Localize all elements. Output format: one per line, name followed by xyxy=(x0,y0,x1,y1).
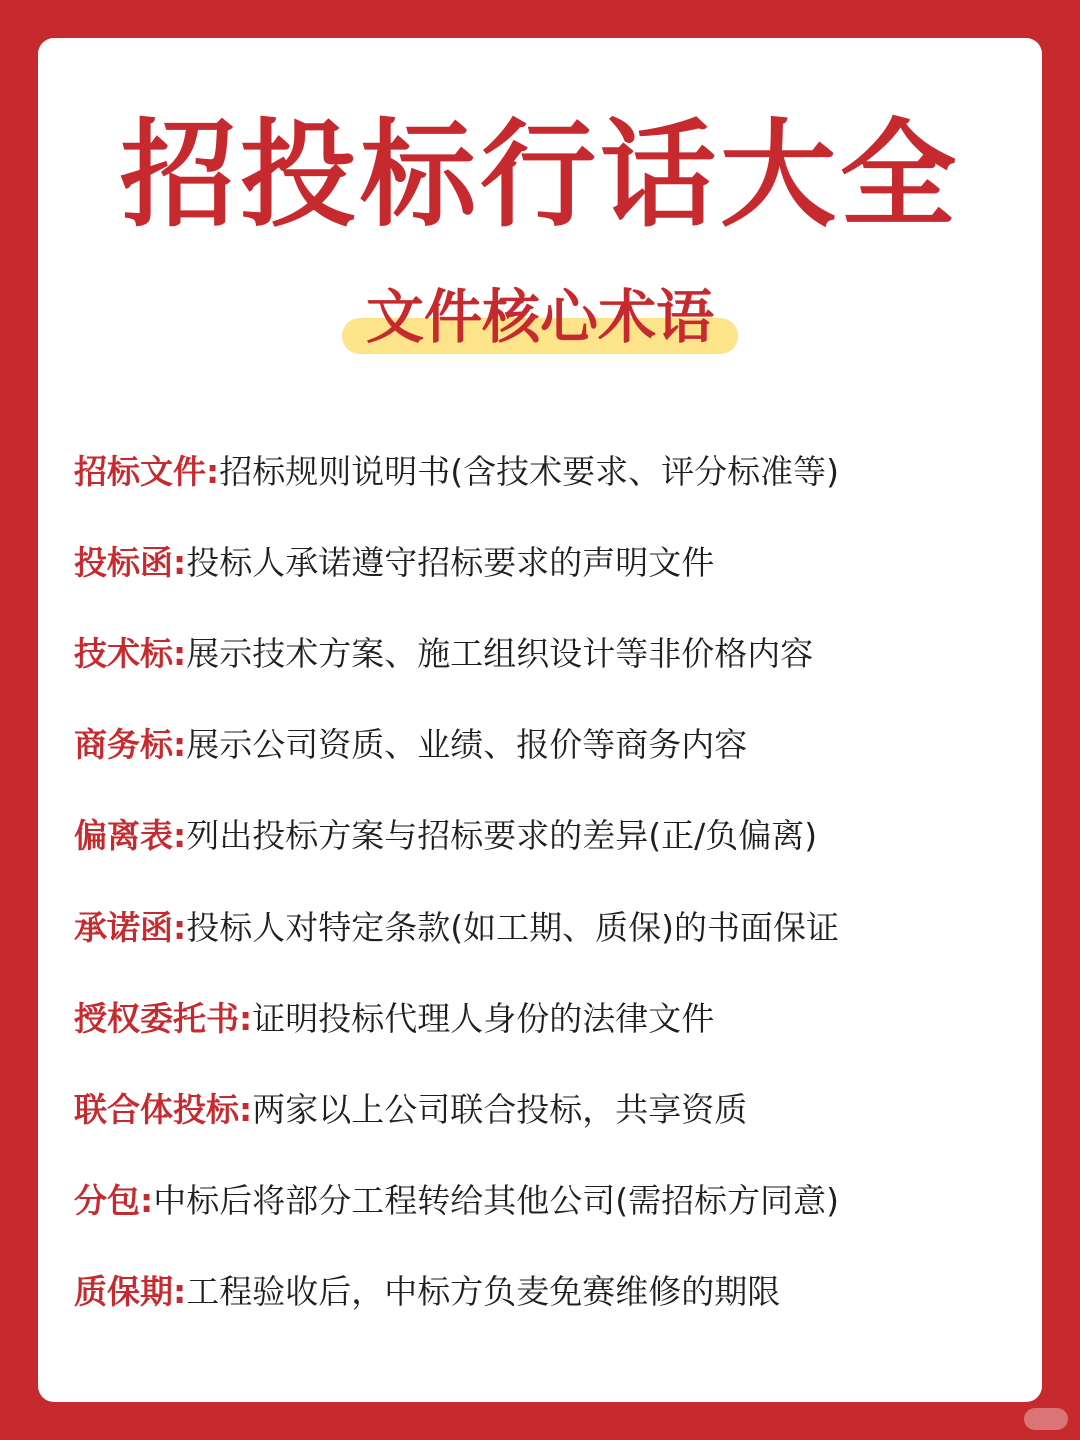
term-label: 联合体投标: xyxy=(74,1089,253,1129)
term-description: 投标人承诺遵守招标要求的声明文件 xyxy=(186,542,715,582)
term-description: 列出投标方案与招标要求的差异(正/负偏离) xyxy=(186,816,818,856)
term-label: 授权委托书: xyxy=(74,998,253,1038)
watermark-badge xyxy=(1024,1408,1068,1430)
term-row xyxy=(74,791,1034,882)
term-row xyxy=(74,426,1034,517)
term-row xyxy=(74,1064,1034,1155)
terms-list xyxy=(74,426,1034,1338)
term-label: 质保期: xyxy=(74,1272,187,1312)
term-row xyxy=(74,517,1034,608)
term-row xyxy=(74,973,1034,1064)
term-row xyxy=(74,882,1034,973)
term-description: 投标人对特定条款(如工期、质保)的书面保证 xyxy=(186,907,839,947)
subtitle-text: 文件核心术语 xyxy=(365,283,714,351)
term-label: 招标文件: xyxy=(74,451,220,491)
term-description: 工程验收后，中标方负麦免赛维修的期限 xyxy=(186,1272,781,1312)
term-label: 投标函: xyxy=(74,542,187,582)
term-row xyxy=(74,608,1034,699)
term-label: 承诺函: xyxy=(74,907,187,947)
section-subtitle xyxy=(342,282,738,352)
term-row xyxy=(74,1247,1034,1338)
subtitle-container xyxy=(38,282,1042,352)
term-description: 两家以上公司联合投标，共享资质 xyxy=(252,1089,748,1129)
term-description: 展示公司资质、业绩、报价等商务内容 xyxy=(186,725,748,765)
term-description: 招标规则说明书(含技术要求、评分标准等) xyxy=(219,451,839,491)
term-description: 证明投标代理人身份的法律文件 xyxy=(252,998,715,1038)
term-label: 技术标: xyxy=(74,633,187,673)
term-label: 商务标: xyxy=(74,725,187,765)
content-card xyxy=(38,38,1042,1402)
term-row xyxy=(74,1156,1034,1247)
term-label: 偏离表: xyxy=(74,816,187,856)
page-title: 招投标行话大全 xyxy=(120,108,960,243)
term-description: 展示技术方案、施工组织设计等非价格内容 xyxy=(186,633,814,673)
term-description: 中标后将部分工程转给其他公司(需招标方同意) xyxy=(153,1181,839,1221)
term-label: 分包: xyxy=(74,1181,154,1221)
term-row xyxy=(74,700,1034,791)
